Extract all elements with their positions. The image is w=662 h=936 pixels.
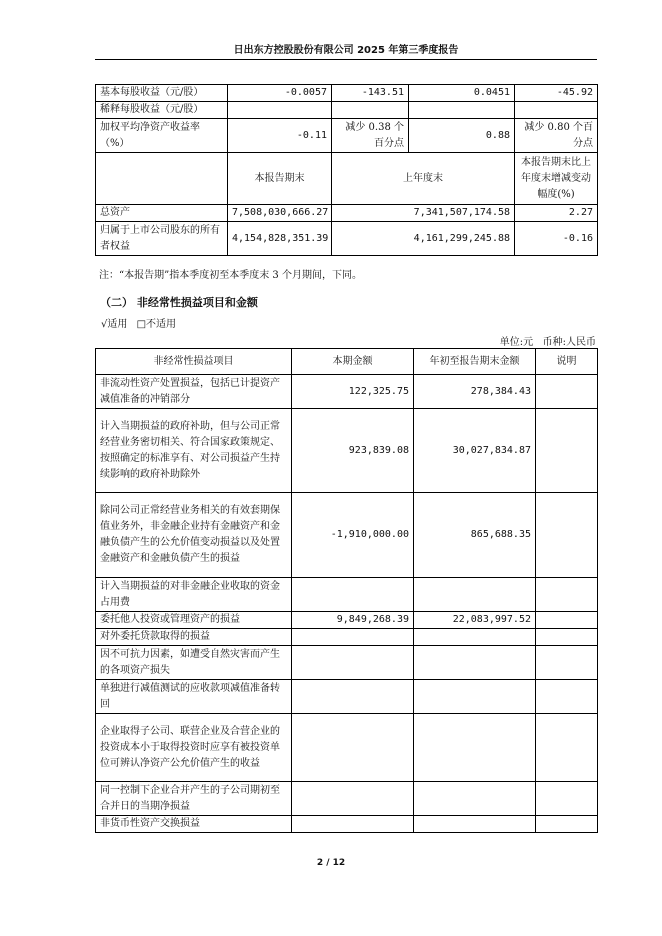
table-row: [96, 578, 598, 612]
current-amount: [292, 816, 414, 833]
column-header: 本报告期末: [228, 153, 332, 205]
table-row: [96, 222, 598, 256]
item-label: 计入当期损益的对非金融企业收取的资金占用费: [96, 578, 292, 612]
table-cell: 减少 0.38 个百分点: [332, 119, 409, 153]
remark-cell: [536, 680, 598, 714]
item-label: 委托他人投资或管理资产的损益: [96, 612, 292, 629]
table-cell: -0.16: [515, 222, 598, 256]
ytd-amount: 22,083,997.52: [414, 612, 536, 629]
item-label: 单独进行减值测试的应收款项减值准备转回: [96, 680, 292, 714]
table-subheader-row: [96, 153, 598, 205]
table-cell: -45.92: [515, 85, 598, 102]
row-label: 加权平均净资产收益率（%）: [96, 119, 228, 153]
ytd-amount: [414, 578, 536, 612]
section-heading: （二） 非经常性损益项目和金额: [100, 296, 258, 309]
header-divider: [95, 59, 597, 60]
remark-cell: [536, 578, 598, 612]
column-header: 年初至报告期末金额: [414, 349, 536, 375]
non-recurring-items-table: [95, 348, 598, 833]
table-cell: -0.11: [228, 119, 332, 153]
item-label: 非流动性资产处置损益，包括已计提资产减值准备的冲销部分: [96, 375, 292, 409]
table-row: [96, 493, 598, 578]
not-applies-checkbox: □不适用: [136, 319, 177, 330]
table-cell: -0.0057: [228, 85, 332, 102]
remark-cell: [536, 375, 598, 409]
item-label: 同一控制下企业合并产生的子公司期初至合并日的当期净损益: [96, 782, 292, 816]
financial-summary-table: [95, 84, 598, 256]
table-row: [96, 375, 598, 409]
table-row: [96, 119, 598, 153]
applies-checkbox: √适用: [101, 319, 128, 330]
table-row: [96, 409, 598, 493]
remark-cell: [536, 409, 598, 493]
table-row: [96, 629, 598, 646]
current-amount: [292, 782, 414, 816]
item-label: 非货币性资产交换损益: [96, 816, 292, 833]
item-label: 因不可抗力因素，如遭受自然灾害而产生的各项资产损失: [96, 646, 292, 680]
item-label: 企业取得子公司、联营企业及合营企业的投资成本小于取得投资时应享有被投资单位可辨认净资产公允价值产生的收益: [96, 714, 292, 782]
table-row: [96, 646, 598, 680]
row-label: 归属于上市公司股东的所有者权益: [96, 222, 228, 256]
table-row: [96, 205, 598, 222]
current-amount: -1,910,000.00: [292, 493, 414, 578]
current-amount: 122,325.75: [292, 375, 414, 409]
table-row: [96, 85, 598, 102]
empty-cell: [96, 153, 228, 205]
column-header: 非经常性损益项目: [96, 349, 292, 375]
current-amount: [292, 629, 414, 646]
remark-cell: [536, 782, 598, 816]
column-header: 本报告期末比上年度末增减变动幅度(%): [515, 153, 598, 205]
table-note: 注：“本报告期”指本季度初至本季度末 3 个月期间，下同。: [99, 270, 362, 281]
row-label: 总资产: [96, 205, 228, 222]
applicability-options: [101, 315, 176, 330]
table-row: [96, 680, 598, 714]
unit-currency-line: 单位:元 币种:人民币: [499, 337, 596, 348]
table-row: [96, 714, 598, 782]
table-row: [96, 612, 598, 629]
table-cell: [332, 102, 409, 119]
table-row: [96, 782, 598, 816]
remark-cell: [536, 816, 598, 833]
ytd-amount: 865,688.35: [414, 493, 536, 578]
page-number: 2 / 12: [316, 858, 346, 868]
table-cell: [409, 102, 515, 119]
table-cell: -143.51: [332, 85, 409, 102]
ytd-amount: [414, 782, 536, 816]
table-cell: 7,341,507,174.58: [332, 205, 515, 222]
row-label: 稀释每股收益（元/股）: [96, 102, 228, 119]
ytd-amount: [414, 680, 536, 714]
table-cell: [228, 102, 332, 119]
item-label: 对外委托贷款取得的损益: [96, 629, 292, 646]
current-amount: [292, 680, 414, 714]
table-cell: 减少 0.80 个百分点: [515, 119, 598, 153]
row-label: 基本每股收益（元/股）: [96, 85, 228, 102]
item-label: 除同公司正常经营业务相关的有效套期保值业务外，非金融企业持有金融资产和金融负债产生的公允价值变动损益以及处置金融资产和金融负债产生的损益: [96, 493, 292, 578]
ytd-amount: 278,384.43: [414, 375, 536, 409]
current-amount: 9,849,268.39: [292, 612, 414, 629]
column-header: 本期金额: [292, 349, 414, 375]
remark-cell: [536, 493, 598, 578]
item-label: 计入当期损益的政府补助，但与公司正常经营业务密切相关、符合国家政策规定、按照确定的标准享有、对公司损益产生持续影响的政府补助除外: [96, 409, 292, 493]
current-amount: 923,839.08: [292, 409, 414, 493]
table-cell: 7,508,030,666.27: [228, 205, 332, 222]
remark-cell: [536, 612, 598, 629]
table-header-row: [96, 349, 598, 375]
current-amount: [292, 714, 414, 782]
current-amount: [292, 578, 414, 612]
remark-cell: [536, 629, 598, 646]
table-cell: [515, 102, 598, 119]
ytd-amount: [414, 629, 536, 646]
ytd-amount: [414, 714, 536, 782]
current-amount: [292, 646, 414, 680]
table-row: [96, 102, 598, 119]
ytd-amount: [414, 816, 536, 833]
report-header: 日出东方控股股份有限公司 2025 年第三季度报告: [233, 45, 459, 56]
table-cell: 4,154,828,351.39: [228, 222, 332, 256]
remark-cell: [536, 714, 598, 782]
remark-cell: [536, 646, 598, 680]
table-cell: 0.0451: [409, 85, 515, 102]
table-cell: 0.88: [409, 119, 515, 153]
ytd-amount: [414, 646, 536, 680]
table-cell: 4,161,299,245.88: [332, 222, 515, 256]
table-cell: 2.27: [515, 205, 598, 222]
column-header: 上年度末: [332, 153, 515, 205]
column-header: 说明: [536, 349, 598, 375]
ytd-amount: 30,027,834.87: [414, 409, 536, 493]
table-row: [96, 816, 598, 833]
